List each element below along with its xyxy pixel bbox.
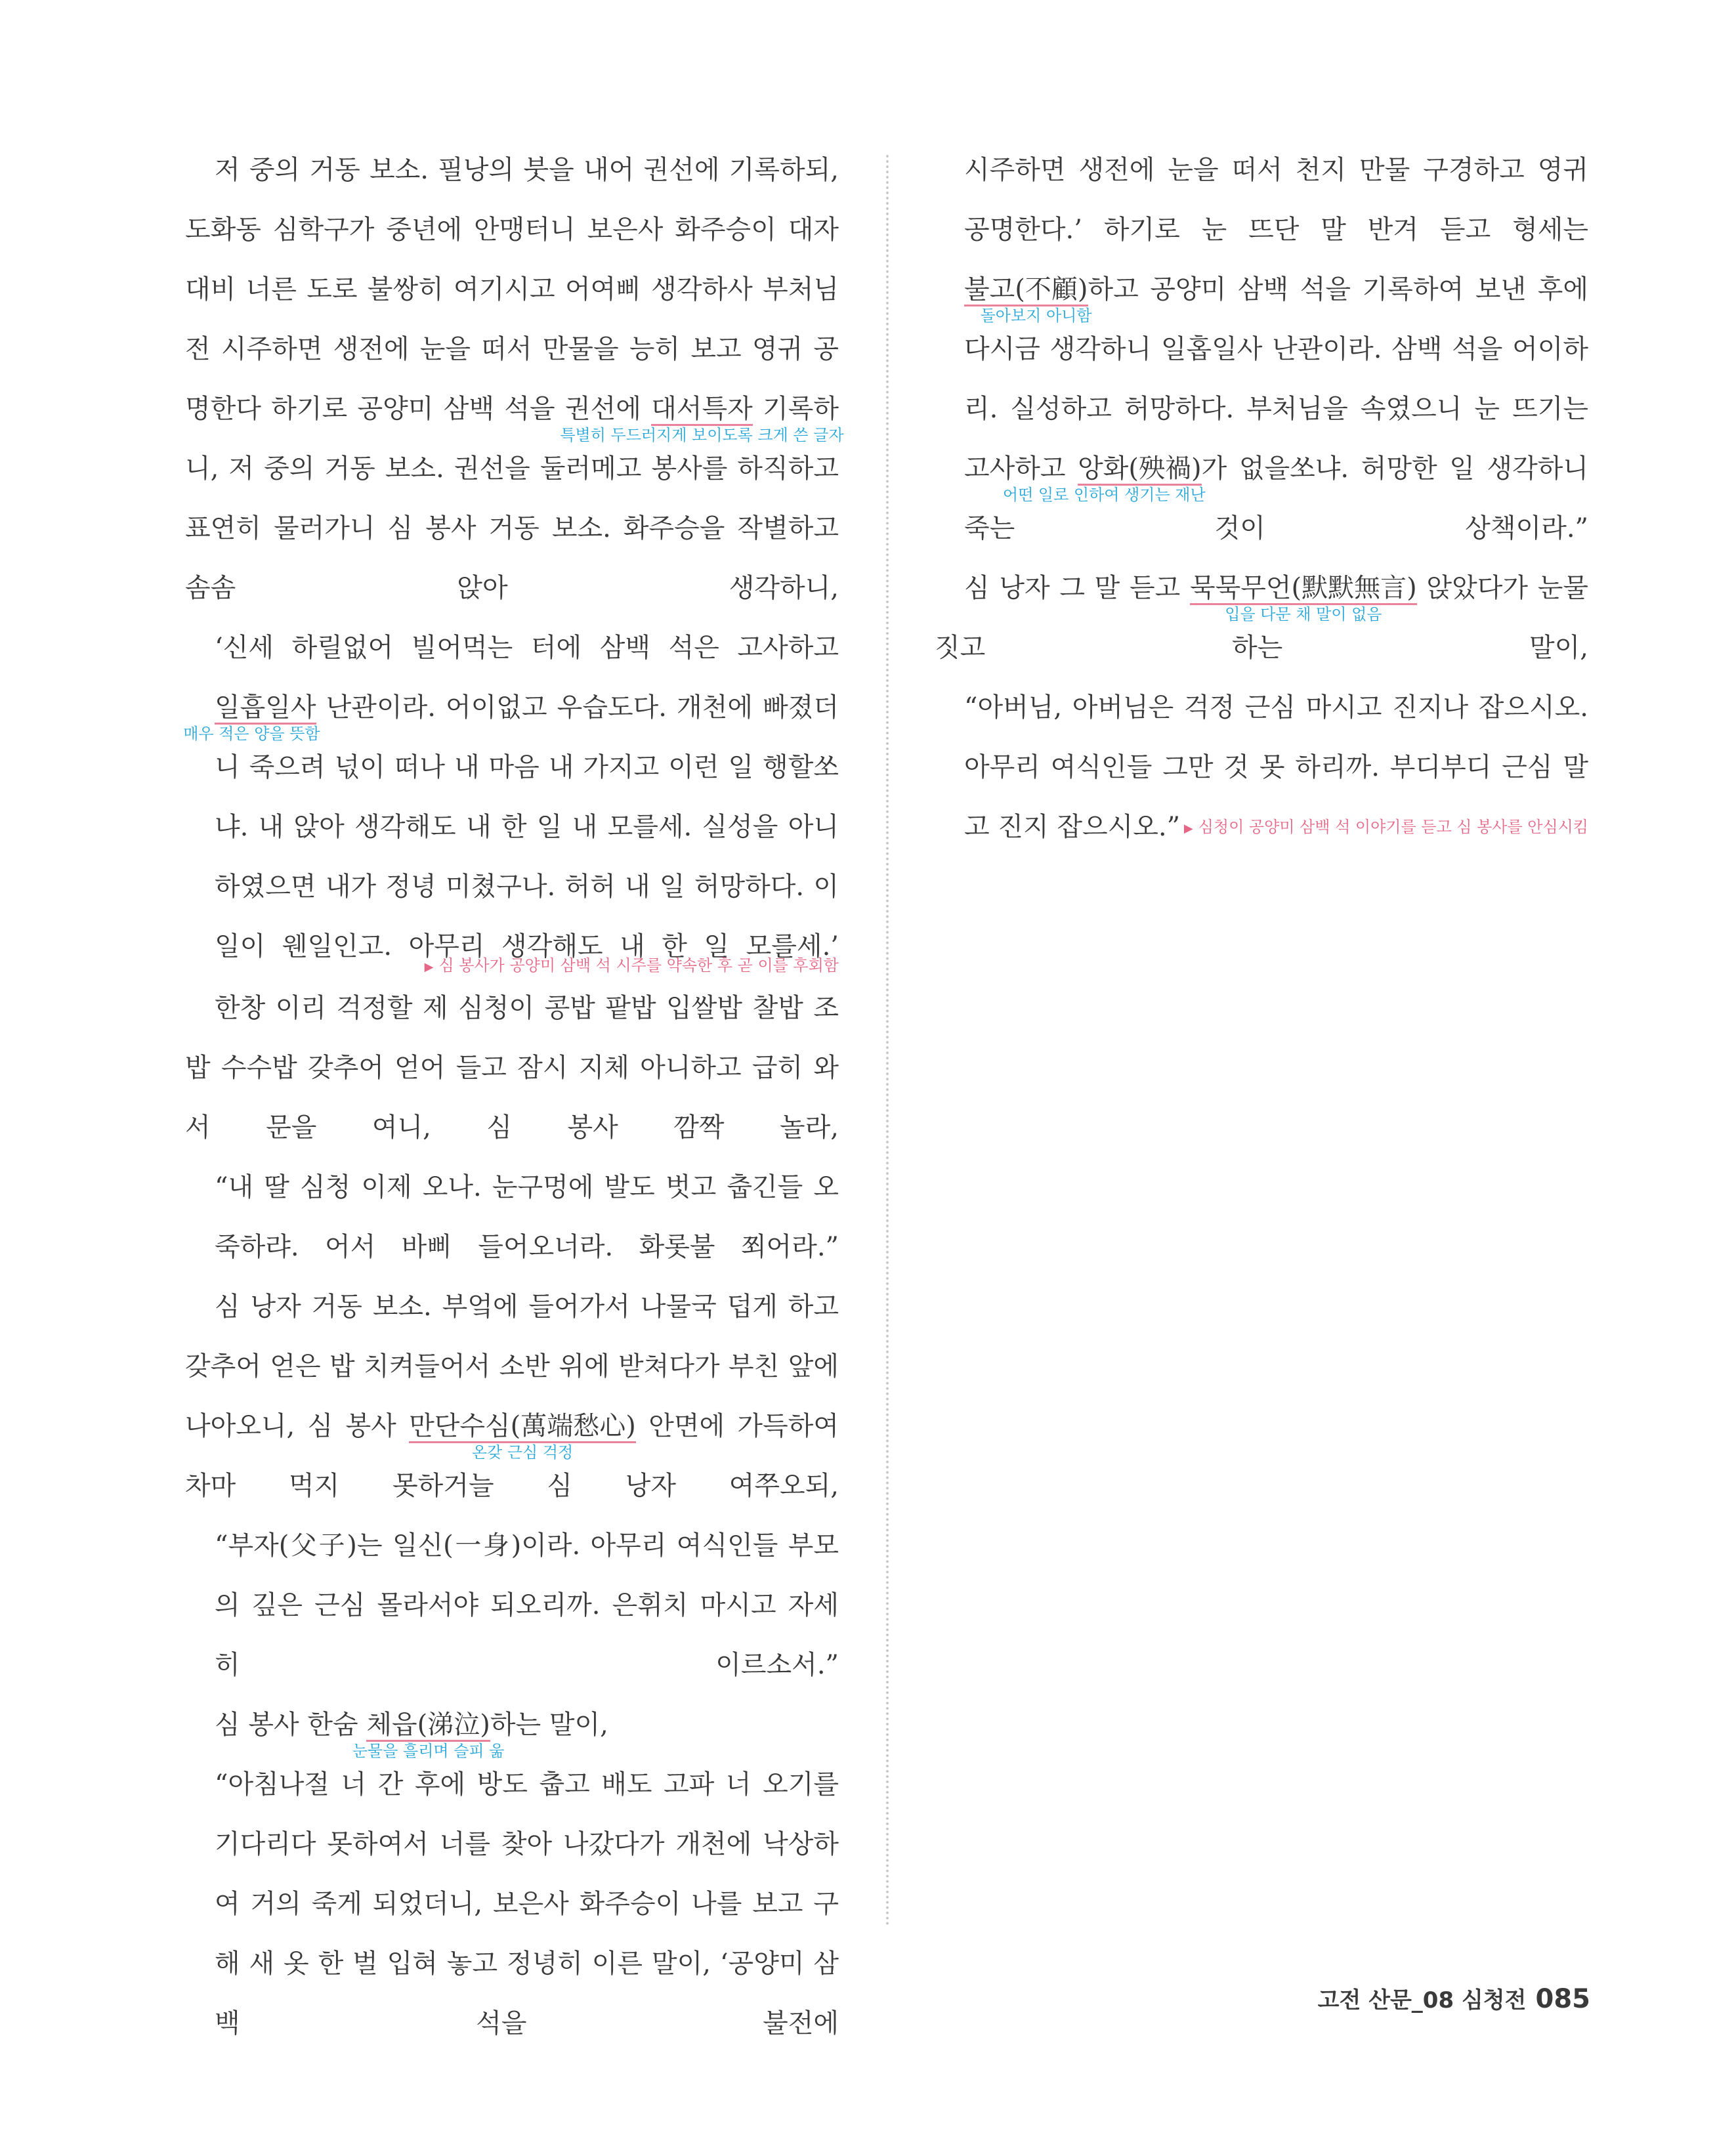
column-divider bbox=[886, 155, 889, 1927]
gloss bbox=[1189, 572, 1417, 623]
paragraph: 심 낭자 거동 보소. 부엌에 들어가서 나물국 덥게 하고 갖추어 얻은 밥 치켜들어서 소반 위에 받쳐다가 부친 앞에 나아오니, 심 봉사 만단수심(萬端愁心) 온갖 근심 걱정 안면에 가득하여 차마 먹지 못하거늘 심 낭자 여쭈오되, bbox=[185, 1292, 839, 1501]
paragraph: “내 딸 심청 이제 오나. 눈구멍에 발도 벗고 춥긴들 오죽하랴. 어서 바삐 들어오너라. 화롯불 쬐어라.” bbox=[215, 1172, 839, 1262]
gloss-note: 특별히 두드러지게 보이도록 크게 쓴 글자 bbox=[560, 426, 844, 444]
gloss bbox=[183, 692, 320, 743]
gloss-term: 묵묵무언(默默無言) bbox=[1190, 573, 1417, 605]
gloss bbox=[1002, 453, 1206, 504]
gloss-term: 앙화(殃禍) bbox=[1078, 454, 1202, 486]
page-footer bbox=[1318, 1982, 1590, 2014]
gloss-note: 온갖 근심 걱정 bbox=[471, 1443, 574, 1462]
paragraph: “아침나절 너 간 후에 방도 춥고 배도 고파 너 오기를 기다리다 못하여서 너를 찾아 나갔다가 개천에 낙상하여 거의 죽게 되었더니, 보은사 화주승이 나를 보고 구해 새 옷 한 벌 입혀 놓고 정녕히 이른 말이, ‘공양미 삼백 석을 불전에 bbox=[215, 1769, 839, 2038]
gloss-note: 돌아보지 아니함 bbox=[980, 306, 1092, 325]
gloss-term: 대서특자 bbox=[651, 394, 753, 426]
gloss-note: 눈물을 흘리며 슬피 욺 bbox=[352, 1742, 505, 1760]
gloss-term: 일흡일사 bbox=[215, 692, 316, 725]
paragraph: 심 봉사 한숨 체읍(涕泣) 눈물을 흘리며 슬피 욺 하는 말이, bbox=[215, 1710, 608, 1760]
gloss-note: 입을 다문 채 말이 없음 bbox=[1225, 605, 1382, 623]
right-column bbox=[935, 140, 1588, 858]
paragraph: 한창 이리 걱정할 제 심청이 콩밥 팥밥 입쌀밥 찰밥 조밥 수수밥 갖추어 얻어 들고 잠시 지체 아니하고 급히 와서 문을 여니, 심 봉사 깜짝 놀라, bbox=[185, 993, 839, 1143]
gloss bbox=[352, 1709, 505, 1760]
footer-label: 고전 산문_08 심청전 bbox=[1317, 1987, 1527, 2014]
paragraph: “부자(父子)는 일신(一身)이라. 아무리 여식인들 부모의 깊은 근심 몰라서야 되오리까. 은휘치 마시고 자세히 이르소서.” bbox=[215, 1530, 839, 1680]
gloss-term: 불고(不顧) bbox=[964, 274, 1088, 306]
paragraph: ‘신세 하릴없어 빌어먹는 터에 삼백 석은 고사하고 일흡일사 매우 적은 양을 뜻함 난관이라. 어이없고 우습도다. 개천에 빠졌더니 죽으려 넋이 떠나 내 마음 내 가지고 이런 일 행할쏘냐. 내 앉아 생각해도 내 한 일 내 모를세. 실성을 아니 하였으면 내가 정녕 미쳤구나. 허허 내 일 허망하다. 이 일이 웬일인고. 아무리 생각해도 내 한 일 모를세.’ bbox=[183, 633, 839, 961]
triangle-icon: ▶ bbox=[424, 960, 434, 974]
triangle-icon: ▶ bbox=[1183, 822, 1193, 835]
summary-note: ▶ 심 봉사가 공양미 삼백 석 시주를 약속한 후 곧 이를 후회함 bbox=[424, 956, 839, 975]
summary-note: ▶ 심청이 공양미 삼백 석 이야기를 듣고 심 봉사를 안심시킴 bbox=[1183, 818, 1588, 836]
paragraph: 저 중의 거동 보소. 필낭의 붓을 내어 권선에 기록하되, 도화동 심학구가 중년에 안맹터니 보은사 화주승이 대자대비 너른 도로 불쌍히 여기시고 어여삐 생각하사 부처님 전 시주하면 생전에 눈을 떠서 만물을 능히 보고 영귀 공명한다 하기로 공양미 삼백 석을 권선에 대서특자 특별히 두드러지게 보이도록 크게 쓴 글자 기록하니, 저 중의 거동 보소. 권선을 둘러메고 봉사를 하직하고 표연히 물러가니 심 봉사 거동 보소. 화주승을 작별하고 솜솜 앉아 생각하니, bbox=[185, 155, 844, 603]
gloss-note: 매우 적은 양을 뜻함 bbox=[183, 725, 320, 743]
gloss-note: 어떤 일로 인하여 생기는 재난 bbox=[1002, 486, 1206, 504]
paragraph: 심 낭자 그 말 듣고 묵묵무언(默默無言) 입을 다문 채 말이 없음 앉았다가 눈물짓고 하는 말이, bbox=[935, 573, 1588, 663]
gloss bbox=[964, 274, 1092, 325]
page-number: 085 bbox=[1535, 1984, 1590, 2014]
gloss-term: 만단수심(萬端愁心) bbox=[409, 1411, 636, 1443]
gloss bbox=[560, 393, 844, 444]
gloss-term: 체읍(涕泣) bbox=[366, 1710, 490, 1742]
paragraph: “아버님, 아버님은 걱정 근심 마시고 진지나 잡으시오. 아무리 여식인들 그만 것 못 하리까. 부디부디 근심 말고 진지 잡으시오.” ▶ 심청이 공양미 삼백 석 이야기를 듣고 심 봉사를 안심시킴 bbox=[935, 678, 1588, 857]
left-column bbox=[183, 140, 844, 2054]
gloss bbox=[409, 1410, 636, 1462]
paragraph: 시주하면 생전에 눈을 떠서 천지 만물 구경하고 영귀 공명한다.’ 하기로 눈 뜨단 말 반겨 듣고 형세는 불고(不顧) 돌아보지 아니함 하고 공양미 삼백 석을 기록하여 보낸 후에 다시금 생각하니 일홉일사 난관이라. 삼백 석을 어이하리. 실성하고 허망하다. 부처님을 속였으니 눈 뜨기는 고사하고 앙화(殃禍) 어떤 일로 인하여 생기는 재난 가 없을쏘냐. 허망한 일 생각하니 죽는 것이 상책이라.” bbox=[964, 155, 1588, 543]
